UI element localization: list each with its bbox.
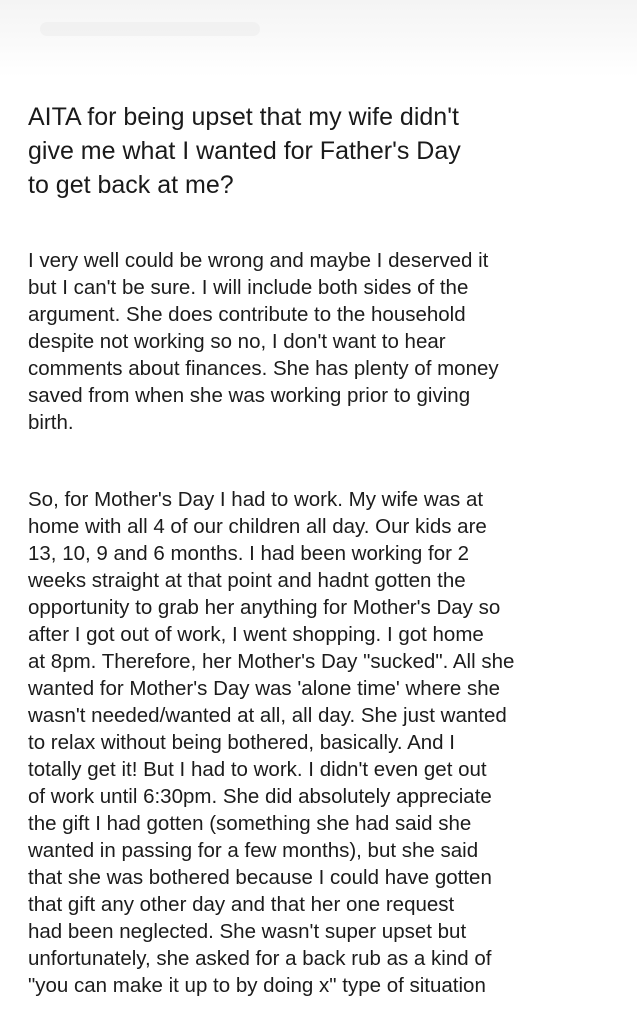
post-title: AITA for being upset that my wife didn't give me what I wanted for Father's Day to get back at me? <box>28 103 461 199</box>
post-paragraph-1: I very well could be wrong and maybe I deserved it but I can't be sure. I will include both sides of the argument. She does contribute to the household despite not working so no, I don't want to hear comments about finances. She has plenty of money saved from when she was working prior to giving birth. <box>28 249 499 434</box>
post-paragraph-2: So, for Mother's Day I had to work. My wife was at home with all 4 of our children all day. Our kids are 13, 10, 9 and 6 months. I had been working for 2 weeks straight at that point and hadnt gotten the opportunity to grab her anything for Mother's Day so after I got out of work, I went shopping. I got home at 8pm. Therefore, her Mother's Day "sucked". All she wanted for Mother's Day was 'alone time' where she wasn't needed/wanted at all, all day. She just wanted to relax without being bothered, basically. And I totally get it! But I had to work. I didn't even get out of work until 6:30pm. She did absolutely appreciate the gift I had gotten (something she had said she wanted in passing for a few months), but she said that she was bothered because I could have gotten that gift any other day and that her one request had been neglected. She wasn't super upset but unfortunately, she asked for a back rub as a kind of "you can make it up to by doing x" type of situation <box>28 488 515 997</box>
